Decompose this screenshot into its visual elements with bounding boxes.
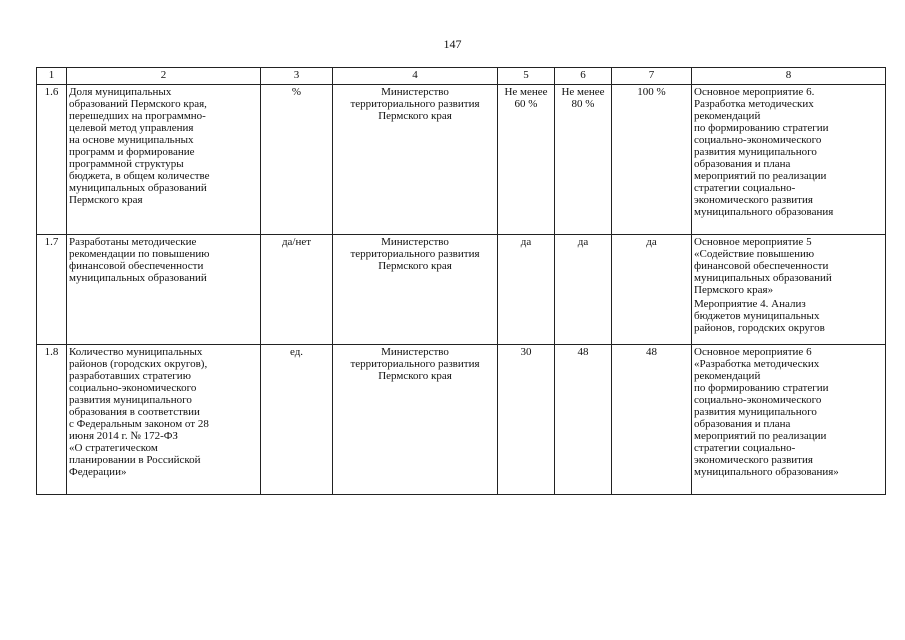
header-cell: 3 [261,68,333,85]
header-cell: 2 [67,68,261,85]
note-text: Основное мероприятие 5 «Содействие повышению финансовой обеспеченности муниципальных образований Пермского края» [694,236,832,296]
row-number: 1.7 [37,235,67,345]
indicator-cell: Разработаны методические рекомендации по повышению финансовой обеспеченности муниципальных образований [67,235,261,345]
page-number: 147 [443,37,462,51]
value-cell-7: да [612,235,692,345]
header-cell: 1 [37,68,67,85]
row-number: 1.8 [37,345,67,495]
unit-cell: да/нет [261,235,333,345]
unit-cell: ед. [261,345,333,495]
note-text: Основное мероприятие 6 «Разработка методических рекомендаций по формированию стратегии социально-экономического развития муниципального образования и плана мероприятий по реализации стратегии социально- экономического развития муниципального образования» [694,346,839,478]
value-cell-7: 48 [612,345,692,495]
note-text: Основное мероприятие 6. Разработка методических рекомендаций по формированию стратегии социально-экономического развития муниципального образования и плана мероприятий по реализации стратегии социально- экономического развития муниципального образования [694,86,834,218]
executor-cell: Министерство территориального развития Пермского края [333,345,498,495]
value-cell-6: 48 [555,345,612,495]
note-text: Мероприятие 4. Анализ бюджетов муниципальных районов, городских округов [694,298,825,334]
notes-cell [692,85,886,235]
header-cell: 7 [612,68,692,85]
executor-cell: Министерство территориального развития Пермского края [333,85,498,235]
header-cell: 4 [333,68,498,85]
indicator-cell: Доля муниципальных образований Пермского края, перешедших на программно- целевой метод управления на основе муниципальных программ и формирование программной структуры бюджета, в общем количестве муниципальных образований Пермского края [67,85,261,235]
notes-cell [692,345,886,495]
document-table [36,67,886,495]
value-cell-5: 30 [498,345,555,495]
value-cell-7: 100 % [612,85,692,235]
indicator-cell: Количество муниципальных районов (городских округов), разработавших стратегию социально-экономического развития муниципального образования в соответствии с Федеральным законом от 28 июня 2014 г. № 172-ФЗ «О стратегическом планировании в Российской Федерации» [67,345,261,495]
header-cell: 5 [498,68,555,85]
table-header-row [37,68,886,85]
header-cell: 8 [692,68,886,85]
value-cell-5: да [498,235,555,345]
row-number: 1.6 [37,85,67,235]
table-row [37,345,886,495]
value-cell-6: Не менее 80 % [555,85,612,235]
executor-cell: Министерство территориального развития Пермского края [333,235,498,345]
notes-cell [692,235,886,345]
value-cell-6: да [555,235,612,345]
table-row [37,85,886,235]
table-row [37,235,886,345]
value-cell-5: Не менее 60 % [498,85,555,235]
header-cell: 6 [555,68,612,85]
unit-cell: % [261,85,333,235]
